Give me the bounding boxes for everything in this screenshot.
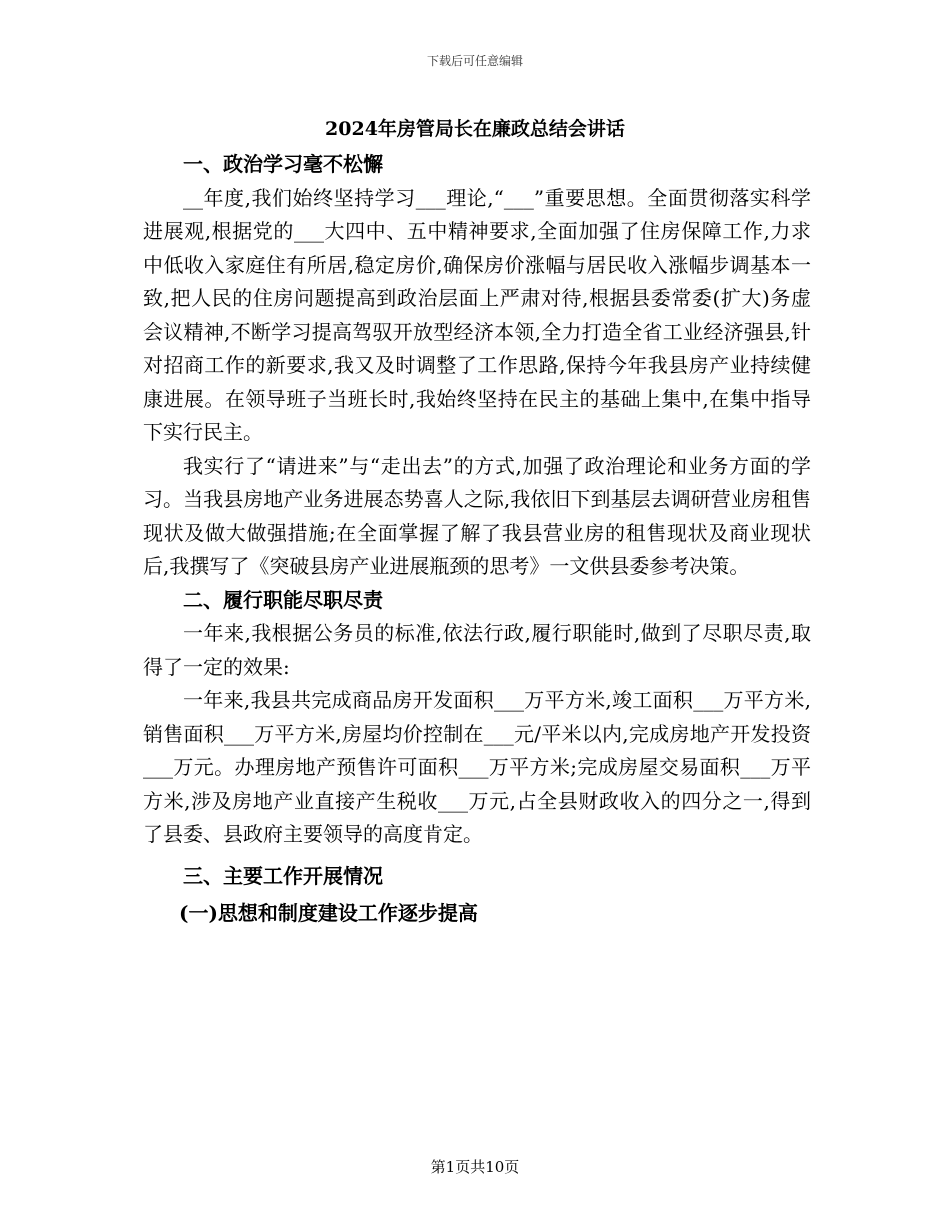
paragraph: 一年来,我县共完成商品房开发面积___万平方米,竣工面积___万平方米,销售面积___万平方米,房屋均价控制在___元/平米以内,完成房地产开发投资___万元。办理房地产预售许可面积___万平方米;完成房屋交易面积___万平方米,涉及房地产业直接产生税收___万元,占全县财政收入的四分之一,得到了县委、县政府主要领导的高度肯定。 xyxy=(143,688,811,846)
section-heading-1: 一、政治学习毫不松懈 xyxy=(183,152,383,176)
header-note: 下载后可任意编辑 xyxy=(426,54,523,68)
subsection-heading-1: (一)思想和制度建设工作逐步提高 xyxy=(179,901,478,925)
paragraph: 我实行了“请进来”与“走出去”的方式,加强了政治理论和业务方面的学习。当我县房地产业务进展态势喜人之际,我依旧下到基层去调研营业房租售现状及做大做强措施;在全面掌握了解了我县营业房的租售现状及商业现状后,我撰写了《突破县房产业进展瓶颈的思考》一文供县委参考决策。 xyxy=(143,453,811,578)
paragraph: 一年来,我根据公务员的标准,依法行政,履行职能时,做到了尽职尽责,取得了一定的效果: xyxy=(143,621,811,679)
section-heading-2: 二、履行职能尽职尽责 xyxy=(183,587,383,612)
section-heading-3: 三、主要工作开展情况 xyxy=(183,863,383,888)
document-body xyxy=(143,148,811,931)
page-number-footer: 第1页共10页 xyxy=(430,1158,520,1176)
document-title: 2024年房管局长在廉政总结会讲话 xyxy=(325,118,625,140)
paragraph: __年度,我们始终坚持学习___理论,“___”重要思想。全面贯彻落实科学进展观,根据党的___大四中、五中精神要求,全面加强了住房保障工作,力求中低收入家庭住有所居,稳定房价,确保房价涨幅与居民收入涨幅步调基本一致,把人民的住房问题提高到政治层面上严肃对待,根据县委常委(扩大)务虚会议精神,不断学习提高驾驭开放型经济本领,全力打造全省工业经济强县,针对招商工作的新要求,我又及时调整了工作思路,保持今年我县房产业持续健康进展。在领导班子当班长时,我始终坚持在民主的基础上集中,在集中指导下实行民主。 xyxy=(143,185,811,444)
